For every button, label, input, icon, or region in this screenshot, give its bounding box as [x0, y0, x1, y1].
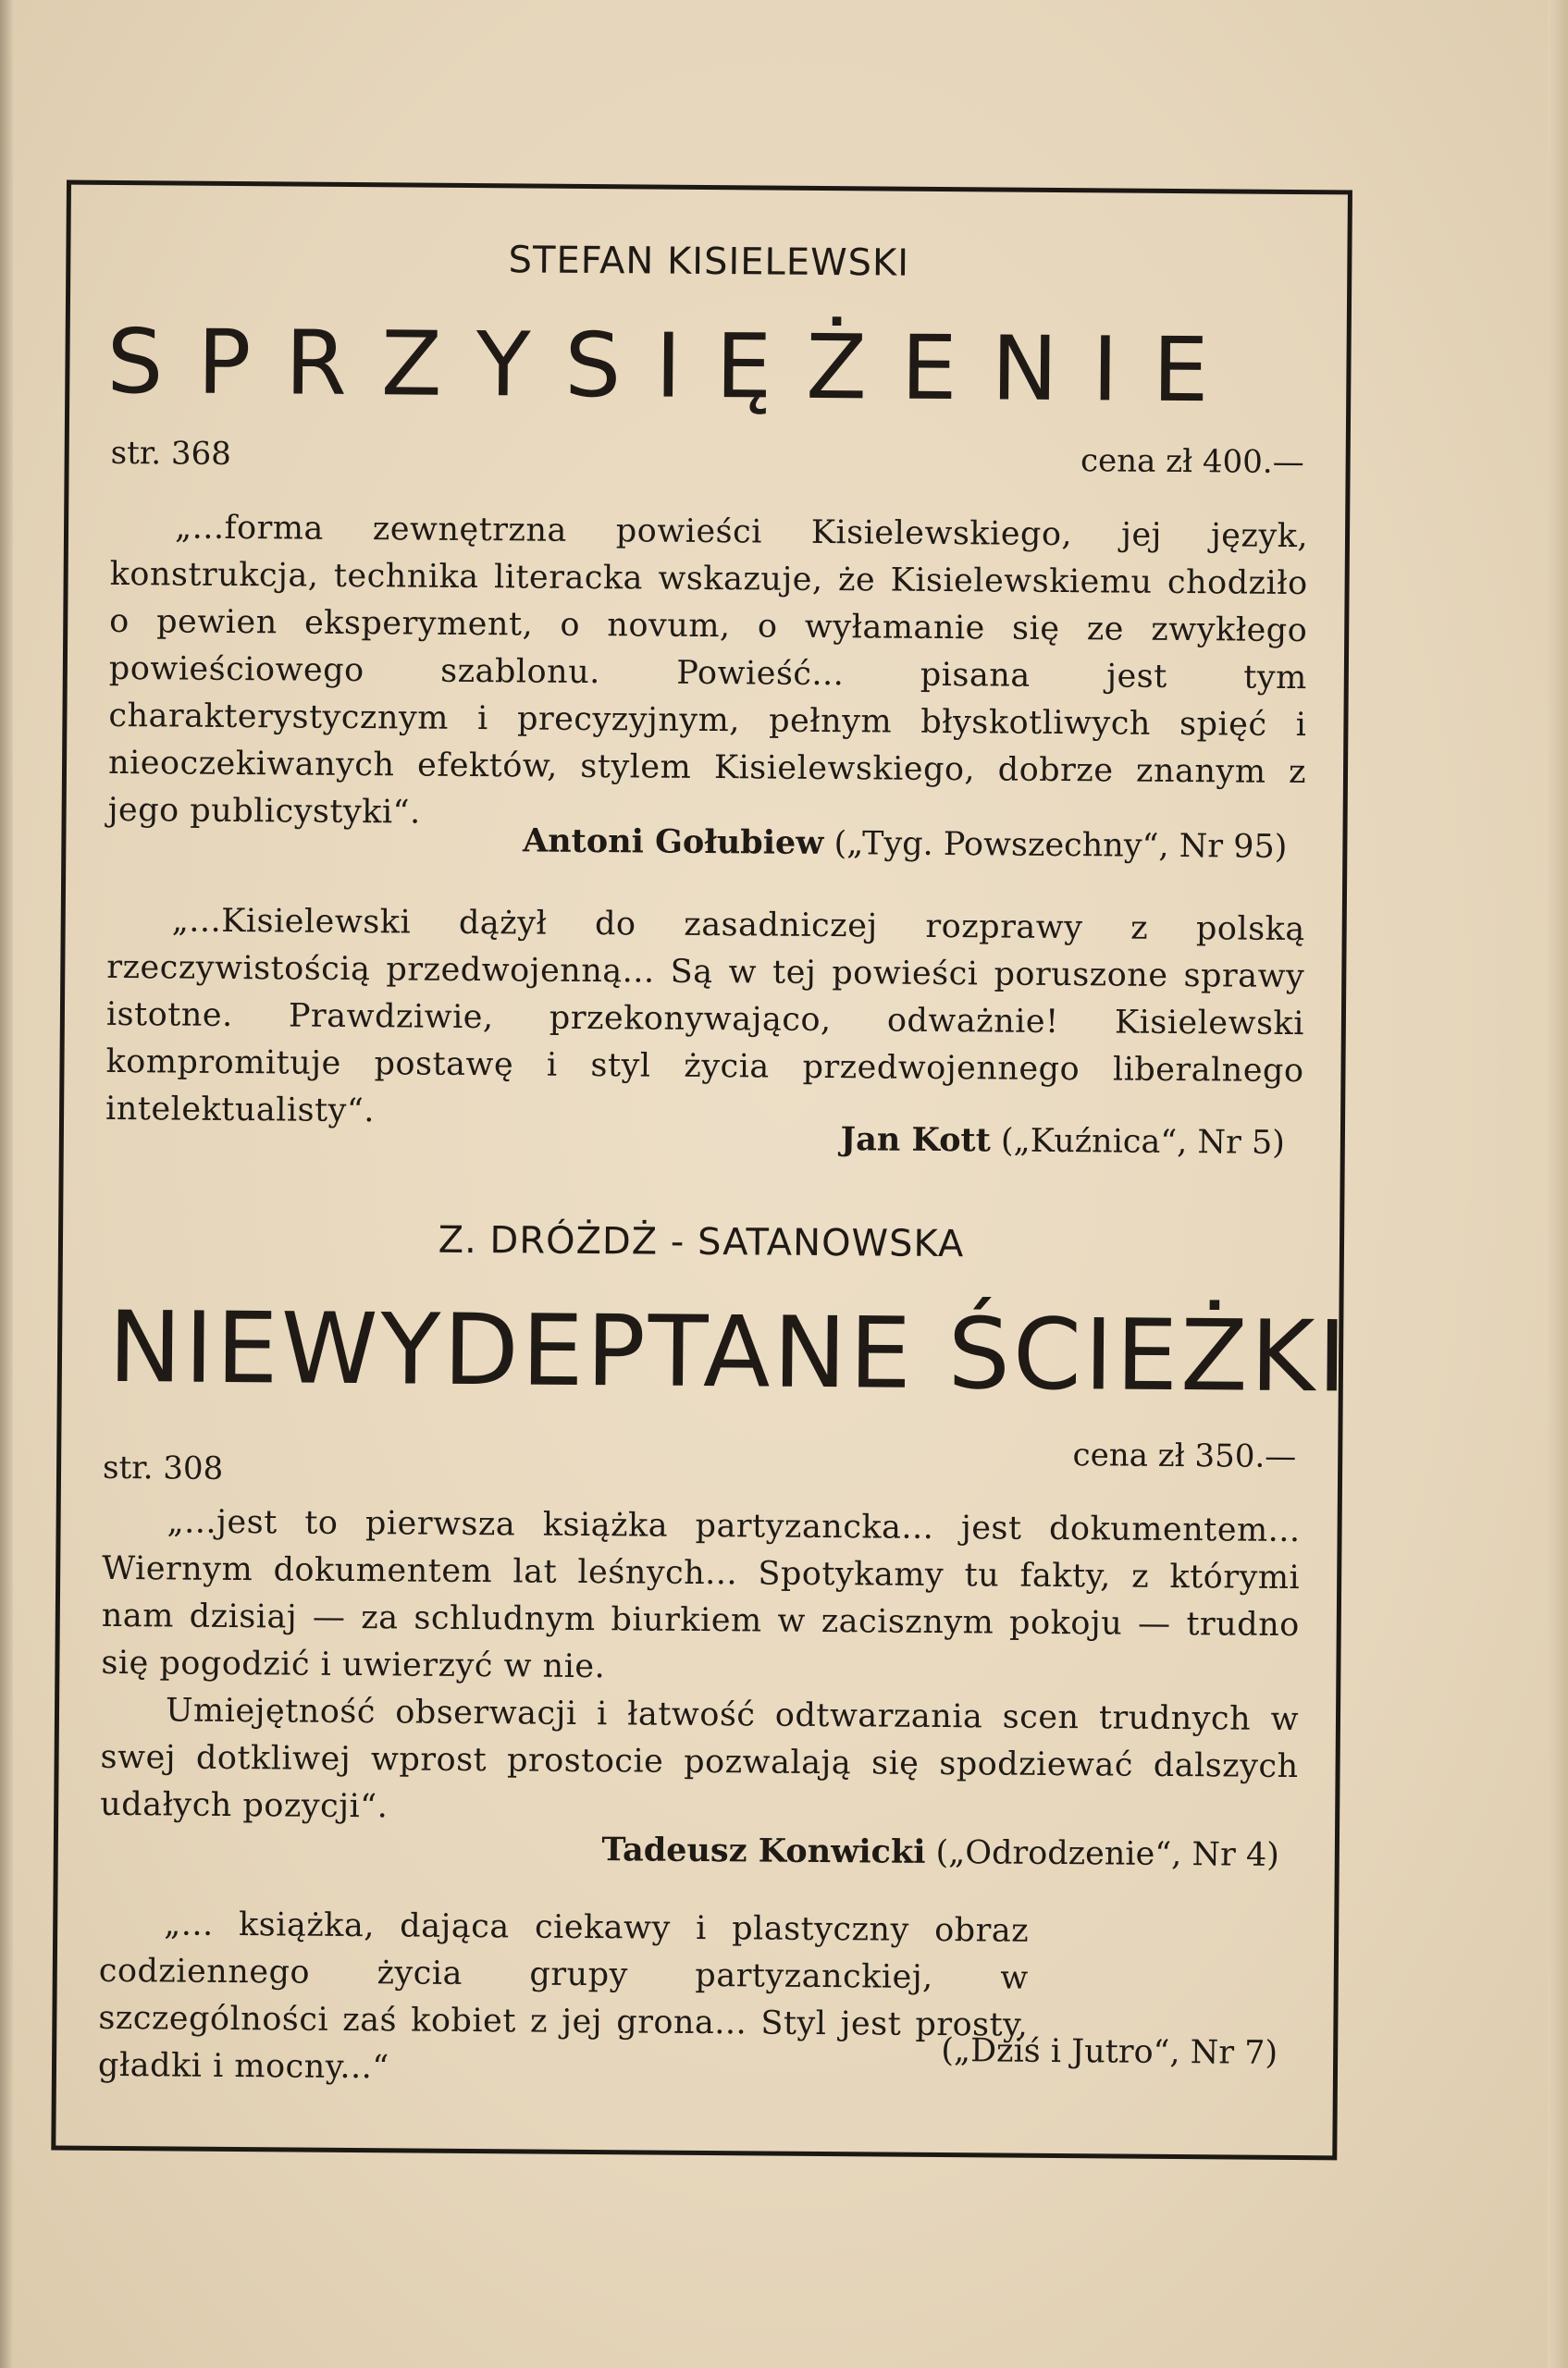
book1-review1-source: („Tyg. Powszechny“, Nr 95) — [833, 825, 1288, 866]
book2-meta — [102, 1429, 1297, 1487]
book1-review1-text: „...forma zewnętrzna powieści Kisielewskiego, jej język, konstrukcja, technika literacka wskazuje, że Kisielewskiemu chodziło o pewien eksperyment, o novum, o wyłamanie się ze zwykłego powieściowego szablonu. Powieść... pisana jest tym charakterystycznym i precyzyjnym, pełnym błyskotliwych spięć i nieoczekiwanych efektów, stylem Kisielewskiego, dobrze znanym z jego publicystyki“. — [107, 509, 1309, 832]
advertisement-frame — [51, 180, 1352, 2161]
book1-review2-reviewer: Jan Kott — [840, 1120, 992, 1160]
book2-pages: str. 308 — [102, 1449, 224, 1487]
page-edge — [1548, 0, 1568, 2368]
book1-pages: str. 368 — [110, 434, 231, 473]
book2-review1-text: „...jest to pierwsza książka partyzancka... jest dokumentem... Wiernym dokumentem lat leśnych... Spotykamy tu fakty, z którymi nam dzisiaj — za schludnym biurkiem w zacisznym pokoju — trudno się pogodzić i uwierzyć w nie. — [101, 1503, 1301, 1686]
book1-review2-source: („Kuźnica“, Nr 5) — [1000, 1122, 1286, 1162]
book2-review2-text: „... książka, dająca ciekawy i plastyczny obraz codziennego życia grupy partyzanckiej, w szczególności zaś kobiet z jej grona... Styl jest prosty, gładki i mocny...“ — [97, 1906, 1030, 2087]
book1-meta — [110, 434, 1304, 482]
book1-review1-attribution — [523, 821, 1288, 865]
book2-review1 — [100, 1498, 1301, 1838]
book1-review1-reviewer: Antoni Gołubiew — [522, 821, 824, 862]
book2-price: cena zł 350.— — [1072, 1437, 1297, 1476]
book1-title: SPRZYSIĘŻENIE — [106, 309, 1243, 423]
book1-price: cena zł 400.— — [1080, 442, 1304, 482]
book2-review1-reviewer: Tadeusz Konwicki — [601, 1831, 926, 1871]
book2-review2-attribution — [941, 2032, 1278, 2072]
book2-review1-source: („Odrodzenie“, Nr 4) — [935, 1833, 1279, 1874]
book-spine-shadow — [0, 0, 13, 2368]
book2-author: Z. DRÓŻDŻ - SATANOWSKA — [438, 1218, 965, 1266]
book2-review2-source: („Dziś i Jutro“, Nr 7) — [941, 2032, 1278, 2072]
book2-review1-text2: Umiejętność obserwacji i łatwość odtwarzania scen trudnych w swej dotkliwej wprost prostocie pozwalają się spodziewać dalszych udałych pozycji“. — [100, 1692, 1300, 1826]
book1-author: STEFAN KISIELEWSKI — [508, 239, 910, 285]
book2-review1-attribution — [601, 1831, 1279, 1874]
book1-review2-text: „...Kisielewski dążył do zasadniczej rozprawy z polską rzeczywistością przedwojenną... Są w tej powieści poruszone sprawy istotne. Prawdziwie, przekonywająco, odważnie! Kisielewski kompromituje postawę i styl życia przedwojennego liberalnego intelektualisty“. — [105, 902, 1305, 1130]
book2-title: NIEWYDEPTANE ŚCIEŻKI — [107, 1289, 1351, 1414]
book1-review2-attribution — [840, 1120, 1285, 1162]
